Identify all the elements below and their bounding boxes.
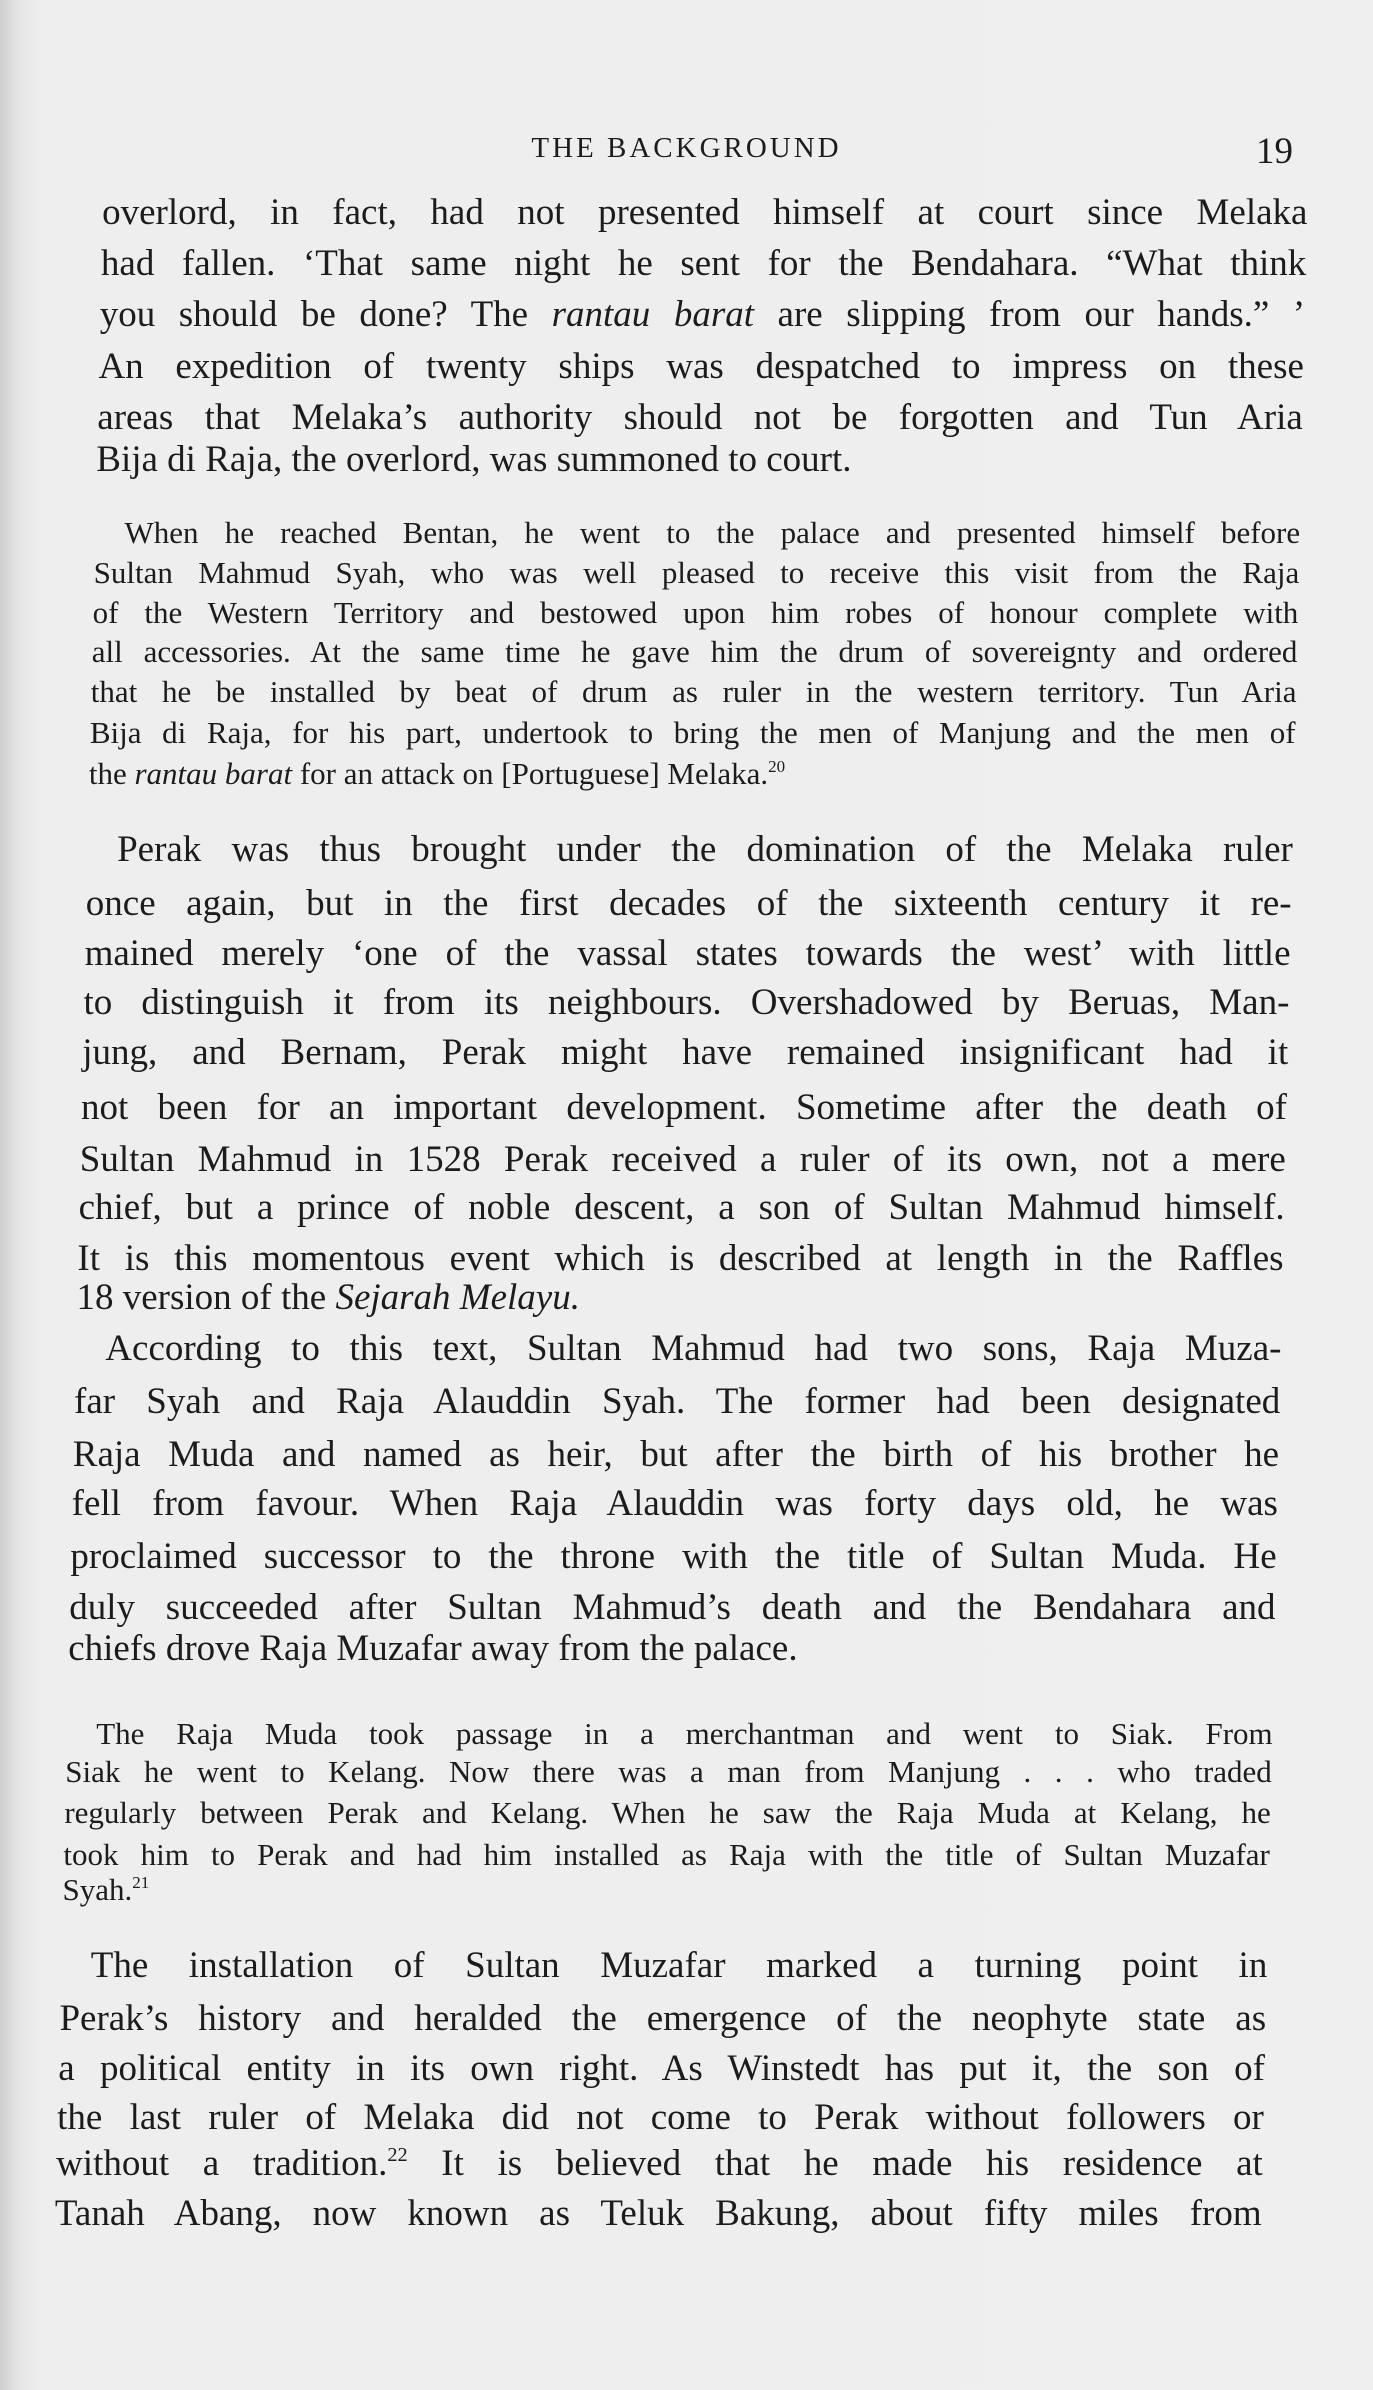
body-line bbox=[55, 2190, 1262, 2238]
quote-line bbox=[92, 632, 1298, 672]
text-span: Perak was thus brought under the domination of the Melaka ruler bbox=[117, 829, 1293, 871]
text-span: The installation of Sultan Muzafar marked a turning point in bbox=[90, 1944, 1268, 1986]
text-span: chiefs drove Raja Muzafar away from the palace. bbox=[68, 1627, 798, 1669]
body-line bbox=[91, 1942, 1268, 1990]
text-span: had fallen. ‘That same night he sent for the Bendahara. “What think bbox=[100, 242, 1307, 284]
text-span: 18 version of the bbox=[76, 1277, 336, 1319]
text-span: fell from favour. When Raja Alauddin was forty days old, he was bbox=[71, 1483, 1278, 1525]
text-span: Sultan Mahmud in 1528 Perak received a ruler of its own, not a mere bbox=[79, 1138, 1286, 1180]
text-span: proclaimed successor to the throne with the title of Sultan Muda. He bbox=[70, 1536, 1277, 1578]
text-span: the bbox=[88, 756, 135, 792]
text-span: once again, but in the first decades of the sixteenth century it re- bbox=[85, 882, 1292, 924]
italic-text: rantau barat bbox=[551, 294, 755, 336]
body-line bbox=[97, 394, 1303, 442]
text-span: for an attack on [Portuguese] Melaka. bbox=[292, 756, 769, 792]
body-line bbox=[102, 189, 1307, 237]
text-span: far Syah and Raja Alauddin Syah. The former had been designated bbox=[74, 1380, 1281, 1422]
text-span: According to this text, Sultan Mahmud had two sons, Raja Muza- bbox=[105, 1327, 1282, 1369]
text-span: that he be installed by beat of drum as ruler in the western territory. Tun Aria bbox=[90, 673, 1297, 709]
body-line bbox=[73, 1431, 1279, 1479]
text-span: Raja Muda and named as heir, but after the birth of his brother he bbox=[72, 1434, 1280, 1476]
body-line bbox=[85, 930, 1291, 978]
text-span: Perak’s history and heralded the emergence of the neophyte state as bbox=[59, 1998, 1267, 2040]
quote-line bbox=[63, 1870, 1270, 1910]
quote-line bbox=[64, 1793, 1270, 1833]
quote-line bbox=[96, 1714, 1272, 1754]
text-span: When he reached Bentan, he went to the palace and presented himself before bbox=[124, 515, 1301, 551]
page-number: 19 bbox=[1256, 131, 1293, 172]
body-line bbox=[79, 1184, 1285, 1232]
text-span: The Raja Muda took passage in a merchantman and went to Siak. From bbox=[96, 1716, 1273, 1752]
body-line bbox=[81, 1084, 1287, 1132]
text-span: jung, and Bernam, Perak might have remained insignificant had it bbox=[82, 1031, 1289, 1073]
body-line bbox=[74, 1378, 1280, 1426]
quote-line bbox=[91, 672, 1297, 712]
text-span: Bija di Raja, the overlord, was summoned to court. bbox=[96, 439, 852, 481]
text-span: of the Western Territory and bestowed upon him robes of honour complete with bbox=[92, 594, 1299, 630]
body-line bbox=[86, 880, 1292, 928]
italic-text: Sejarah Melayu. bbox=[335, 1277, 580, 1319]
text-span: duly succeeded after Sultan Mahmud’s death and the Bendahara and bbox=[69, 1586, 1276, 1628]
italic-text: rantau barat bbox=[134, 756, 293, 792]
quote-line bbox=[65, 1752, 1271, 1792]
text-span: you should be done? The bbox=[99, 294, 552, 336]
body-line bbox=[105, 1325, 1281, 1373]
text-span: are slipping from our hands.” ’ bbox=[754, 294, 1306, 336]
text-span: mained merely ‘one of the vassal states towards the west’ with little bbox=[84, 932, 1291, 974]
text-span: It is this momentous event which is described at length in the Raffles bbox=[77, 1237, 1284, 1279]
text-span: areas that Melaka’s authority should not be forgotten and Tun Aria bbox=[97, 396, 1303, 438]
body-line bbox=[57, 2094, 1264, 2142]
body-line bbox=[83, 979, 1289, 1027]
text-span: the last ruler of Melaka did not come to Perak without followers or bbox=[57, 2097, 1264, 2139]
body-line bbox=[56, 2140, 1263, 2188]
running-head: THE BACKGROUND bbox=[531, 132, 842, 164]
body-line bbox=[59, 1995, 1266, 2043]
body-line bbox=[80, 1136, 1286, 1184]
quote-line bbox=[90, 713, 1296, 753]
text-span: to distinguish it from its neighbours. Overshadowed by Beruas, Man- bbox=[83, 981, 1290, 1023]
body-line bbox=[117, 826, 1293, 874]
footnote-ref: 22 bbox=[387, 2143, 408, 2166]
text-span: Syah. bbox=[62, 1871, 133, 1907]
quote-line bbox=[63, 1835, 1270, 1875]
body-line bbox=[76, 1274, 1282, 1322]
footnote-ref: 21 bbox=[132, 1872, 150, 1892]
text-span: took him to Perak and had him installed as Raja with the title of Sultan Muzafar bbox=[63, 1836, 1270, 1872]
footnote-ref: 20 bbox=[768, 757, 786, 777]
body-line bbox=[58, 2045, 1265, 2093]
text-span: chief, but a prince of noble descent, a son of Sultan Mahmud himself. bbox=[78, 1187, 1285, 1229]
body-line bbox=[101, 240, 1306, 288]
text-span: not been for an important development. Sometime after the death of bbox=[80, 1086, 1287, 1128]
quote-line bbox=[93, 593, 1299, 633]
text-span: regularly between Perak and Kelang. When he saw the Raja Muda at Kelang, he bbox=[64, 1795, 1271, 1831]
text-span: Tanah Abang, now known as Teluk Bakung, about fifty miles from bbox=[54, 2193, 1262, 2235]
text-span: Siak he went to Kelang. Now there was a man from Manjung . . . who traded bbox=[65, 1754, 1272, 1790]
text-span: Bija di Raja, for his part, undertook to bring the men of Manjung and the men of bbox=[89, 714, 1296, 750]
quote-line bbox=[94, 553, 1300, 593]
body-line bbox=[72, 1480, 1278, 1528]
text-span: all accessories. At the same time he gave him the drum of sovereignty and ordered bbox=[91, 634, 1298, 670]
body-line bbox=[100, 291, 1305, 339]
body-line bbox=[82, 1029, 1288, 1077]
body-line bbox=[98, 343, 1303, 391]
text-span: without a tradition. bbox=[56, 2142, 388, 2184]
text-span: a political entity in its own right. As Winstedt has put it, the son of bbox=[58, 2048, 1265, 2090]
text-span: overlord, in fact, had not presented himself at court since Melaka bbox=[102, 192, 1308, 234]
text-span: It is believed that he made his residence at bbox=[407, 2142, 1263, 2184]
body-line bbox=[96, 436, 1302, 484]
quote-line bbox=[125, 513, 1301, 553]
body-line bbox=[68, 1625, 1274, 1673]
text-span: Sultan Mahmud Syah, who was well pleased to receive this visit from the Raja bbox=[93, 554, 1300, 590]
body-line bbox=[70, 1533, 1276, 1581]
text-span: An expedition of twenty ships was despatched to impress on these bbox=[98, 346, 1304, 388]
quote-line bbox=[89, 754, 1295, 794]
